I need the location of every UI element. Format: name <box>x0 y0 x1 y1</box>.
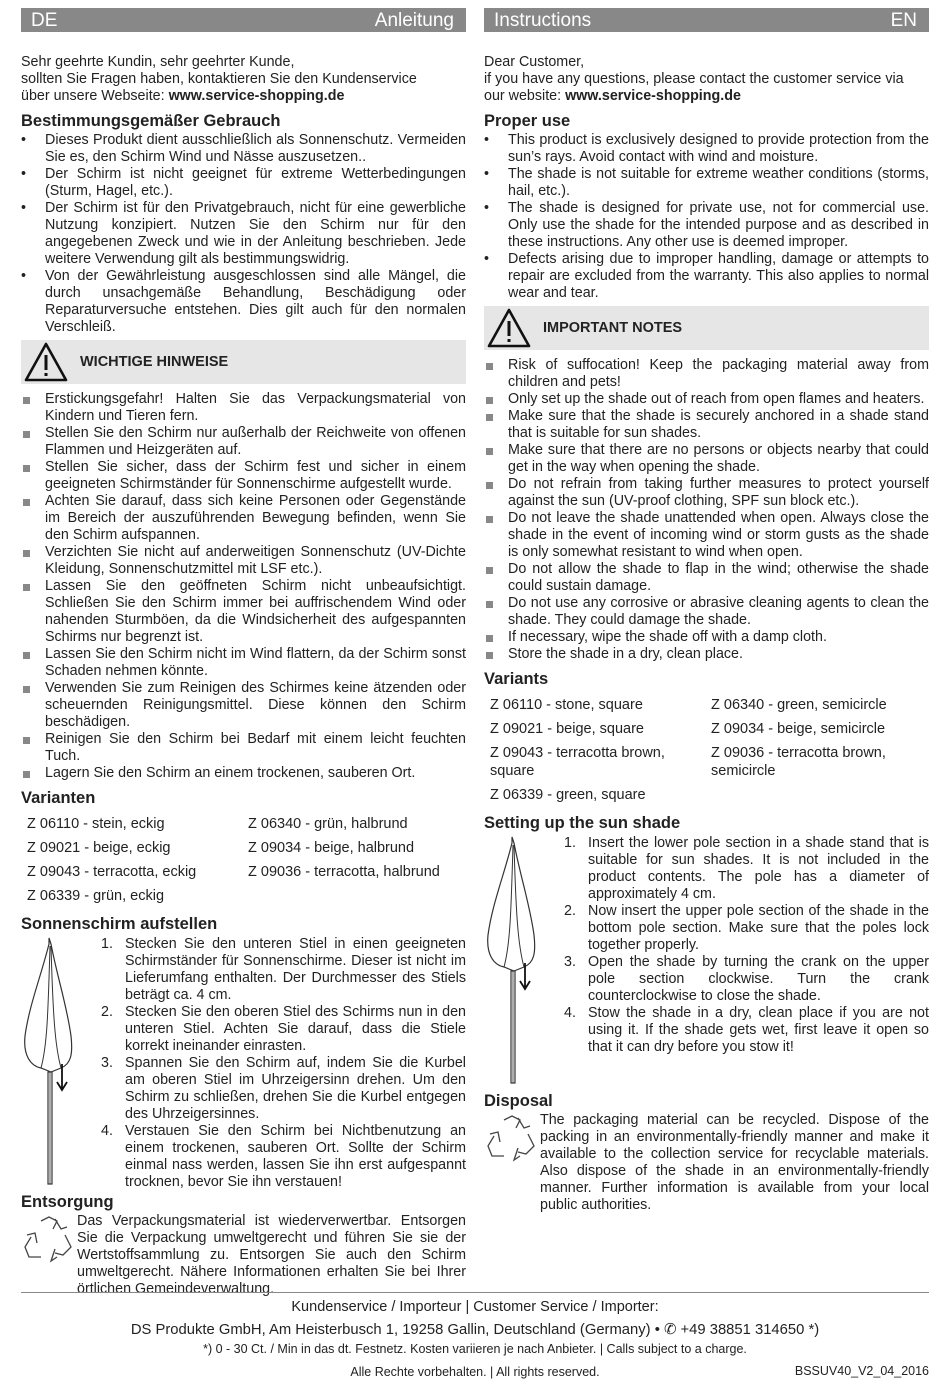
step-text: Insert the lower pole section in a shade stand that is suitable for sun shades. It is not included in the product contents. The pole has a diameter of approximately 4 cm. <box>588 835 929 902</box>
list-item: • Defects arising due to improper handling, damage or attempts to repair are excluded from the warranty. This also applies to normal wear and tear. <box>484 251 929 302</box>
warning-triangle-icon <box>487 307 531 349</box>
disposal-section <box>484 1112 929 1214</box>
list-item: Erstickungsgefahr! Halten Sie das Verpackungsmaterial von Kindern und Tieren fern. <box>21 391 466 425</box>
setup-section <box>21 936 466 1191</box>
column-english <box>484 8 929 1214</box>
section-title-variants: Variants <box>484 670 549 688</box>
disposal-section <box>21 1213 466 1298</box>
column-german <box>21 8 466 1298</box>
intro-line <box>484 88 929 105</box>
list-item: Do not allow the shade to flap in the wind; otherwise the shade could sustain damage. <box>484 561 929 595</box>
list-item: Lagern Sie den Schirm an einem trockenen, sauberen Ort. <box>21 765 466 782</box>
variant-item: Z 06339 - green, square <box>490 787 646 803</box>
variants-grid <box>21 812 466 908</box>
variant-item: Z 09036 - terracotta brown, semicircle <box>711 745 886 779</box>
website-link[interactable]: www.service-shopping.de <box>168 88 345 104</box>
variant-item: Z 09034 - beige, semicircle <box>711 721 886 737</box>
list-item: Achten Sie darauf, dass sich keine Personen oder Gegenstände im Bereich der auszuführenden Bewegung befinden, wenn Sie den Schirm aufspannen. <box>21 493 466 544</box>
step-text: Stow the shade in a dry, clean place if you are not using it. If the shade gets wet, first leave it open so that it can dry before you stow it! <box>588 1005 929 1055</box>
intro-text: über unsere Webseite: <box>21 88 169 104</box>
list-item: • Der Schirm ist nicht geeignet für extreme Wetterbedingungen (Sturm, Hagel, etc.). <box>21 166 466 200</box>
intro-en <box>484 54 929 105</box>
header-lang-en: EN <box>890 9 917 31</box>
recycle-icon <box>484 1112 540 1162</box>
intro-line: Sehr geehrte Kundin, sehr geehrter Kunde, <box>21 54 295 70</box>
recycle-icon <box>21 1213 77 1263</box>
list-item: If necessary, wipe the shade off with a damp cloth. <box>484 629 929 646</box>
list-item: • Dieses Produkt dient ausschließlich als Sonnenschutz. Vermeiden Sie es, den Schirm Wind und Nässe auszusetzen.. <box>21 132 466 166</box>
list-item: Make sure that there are no persons or objects nearby that could get in the way when opening the shade. <box>484 442 929 476</box>
section-title-disposal: Entsorgung <box>21 1193 114 1211</box>
list-item: 3. Open the shade by turning the crank on the upper pole section clockwise. Turn the crank counterclockwise to close the shade. <box>564 954 929 1004</box>
footer-rights: Alle Rechte vorbehalten. | All rights reserved. <box>350 1365 600 1379</box>
list-item: Stellen Sie sicher, dass der Schirm fest und sicher in einem geeigneten Schirmständer für Sonnenschirme aufgestellt wurde. <box>21 459 466 493</box>
list-item: 4. Verstauen Sie den Schirm bei Nichtbenutzung an einem trockenen, sauberen Ort. Sollte der Schirm einmal nass werden, lassen Sie ihn erst aufgespannt trocknen, bevor Sie ihn verstauen! <box>101 1123 466 1190</box>
step-text: Spannen Sie den Schirm auf, indem Sie die Kurbel am oberen Stiel im Uhrzeigersinn drehen. Um den Schirm zu schließen, drehen Sie die Kurbel entgegen des Uhrzeigersinnes. <box>125 1055 466 1122</box>
intro-line <box>21 88 466 105</box>
closed-umbrella-icon <box>21 936 81 1186</box>
variant-item: Z 06339 - grün, eckig <box>27 888 165 904</box>
step-text: Stecken Sie den unteren Stiel in einen geeigneten Schirmständer für Sonnenschirme. Dieser ist nicht im Lieferumfang enthalten. Der Durchmesser des Stiels beträgt ca. 4 cm. <box>125 936 466 1003</box>
header-title-de: Anleitung <box>374 9 454 31</box>
section-title-proper-use: Proper use <box>484 112 571 130</box>
step-text: Open the shade by turning the crank on the upper pole section clockwise. Turn the crank counterclockwise to close the shade. <box>588 954 929 1004</box>
step-text: Stecken Sie den oberen Stiel des Schirms nun in den unteren Stiel. Achten Sie darauf, dass die Stiele korrekt ineinander einrasten. <box>125 1004 466 1054</box>
header-bar-de <box>21 8 466 32</box>
umbrella-illustration <box>484 835 564 1090</box>
list-item: Make sure that the shade is securely anchored in a shade stand that is suitable for sun shades. <box>484 408 929 442</box>
setup-steps <box>564 835 929 1090</box>
important-notes-list <box>484 357 929 663</box>
list-item: • The shade is designed for private use, not for commercial use. Only use the shade for the intended purpose and as described in these instructions. Any other use is deemed improper. <box>484 200 929 251</box>
step-text: Now insert the upper pole section of the shade in the bottom pole section. Make sure that the poles lock together properly. <box>588 903 929 953</box>
footer-call-cost: *) 0 - 30 Ct. / Min in das dt. Festnetz. Kosten variieren je nach Anbieter. | Calls subject to a charge. <box>203 1342 747 1356</box>
important-notes-title: WICHTIGE HINWEISE <box>80 353 229 370</box>
setup-section <box>484 835 929 1090</box>
footer <box>21 1292 929 1381</box>
important-notes-title: IMPORTANT NOTES <box>543 319 683 336</box>
variant-item: Z 09034 - beige, halbrund <box>248 840 415 856</box>
list-item: 2. Stecken Sie den oberen Stiel des Schirms nun in den unteren Stiel. Achten Sie darauf, dass die Stiele korrekt ineinander einrasten. <box>101 1004 466 1054</box>
list-item: 2. Now insert the upper pole section of the shade in the bottom pole section. Make sure that the poles lock together properly. <box>564 903 929 953</box>
list-item: 1. Insert the lower pole section in a shade stand that is suitable for sun shades. It is not included in the product contents. The pole has a diameter of approximately 4 cm. <box>564 835 929 902</box>
section-title-disposal: Disposal <box>484 1092 553 1110</box>
closed-umbrella-icon <box>484 835 544 1085</box>
list-item: Verwenden Sie zum Reinigen des Schirmes keine ätzenden oder scheuernden Reinigungsmittel. Diese können den Schirm beschädigen. <box>21 680 466 731</box>
header-lang-de: DE <box>31 9 58 31</box>
variant-item: Z 09021 - beige, eckig <box>27 840 171 856</box>
list-item: • This product is exclusively designed to provide protection from the sun’s rays. Avoid contact with wind and moisture. <box>484 132 929 166</box>
important-notes-list <box>21 391 466 782</box>
variant-item: Z 09021 - beige, square <box>490 721 644 737</box>
header-bar-en <box>484 8 929 32</box>
document-id: BSSUV40_V2_04_2016 <box>794 1364 929 1378</box>
list-item: Lassen Sie den Schirm nicht im Wind flattern, da der Schirm sonst Schaden nehmen könnte. <box>21 646 466 680</box>
footer-address: DS Produkte GmbH, Am Heisterbusch 1, 19258 Gallin, Deutschland (Germany) • ✆ +49 38851 314650 *) <box>130 1322 820 1338</box>
intro-de <box>21 54 466 105</box>
variant-item <box>242 884 466 908</box>
variant-item: Z 09043 - terracotta, eckig <box>27 864 197 880</box>
section-title-proper-use: Bestimmungsgemäßer Gebrauch <box>21 112 281 130</box>
list-item: 3. Spannen Sie den Schirm auf, indem Sie die Kurbel am oberen Stiel im Uhrzeigersinn drehen. Um den Schirm zu schließen, drehen Sie die Kurbel entgegen des Uhrzeigersinnes. <box>101 1055 466 1122</box>
section-title-setup: Setting up the sun shade <box>484 814 681 832</box>
list-item: Lassen Sie den geöffneten Schirm nicht unbeaufsichtigt. Schließen Sie den Schirm immer bei auffrischendem Wind oder nahenden Sturmböen, da die Windsicherheit des aufgespannten Schirms nur begrenzt ist. <box>21 578 466 646</box>
variant-item: Z 06110 - stone, square <box>490 697 643 713</box>
list-item: Stellen Sie den Schirm nur außerhalb der Reichweite von offenen Flammen und Heizgeräten auf. <box>21 425 466 459</box>
variant-item: Z 06340 - green, semicircle <box>711 697 887 713</box>
list-item: Do not refrain from taking further measures to protect yourself against the sun (UV-proof clothing, SPF sun block etc.). <box>484 476 929 510</box>
variant-item: Z 06110 - stein, eckig <box>27 816 165 832</box>
important-notes-banner <box>484 306 929 350</box>
variant-item: Z 09043 - terracotta brown, square <box>490 745 665 779</box>
important-notes-banner <box>21 340 466 384</box>
section-title-setup: Sonnenschirm aufstellen <box>21 915 218 933</box>
list-item: Verzichten Sie nicht auf anderweitigen Sonnenschutz (UV-Dichte Kleidung, Sonnenschutzmittel mit LSF etc.). <box>21 544 466 578</box>
list-item: • The shade is not suitable for extreme weather conditions (storms, hail, etc.). <box>484 166 929 200</box>
list-item: Do not leave the shade unattended when open. Always close the shade in the event of incoming wind or storm gusts as the shade is only somewhat resistant to wind when open. <box>484 510 929 561</box>
variant-item <box>705 783 929 807</box>
warning-triangle-icon <box>24 341 68 383</box>
list-item: 4. Stow the shade in a dry, clean place if you are not using it. If the shade gets wet, first leave it open so that it can dry before you stow it! <box>564 1005 929 1055</box>
list-item: 1. Stecken Sie den unteren Stiel in einen geeigneten Schirmständer für Sonnenschirme. Dieser ist nicht im Lieferumfang enthalten. Der Durchmesser des Stiels beträgt ca. 4 cm. <box>101 936 466 1003</box>
variants-grid <box>484 693 929 807</box>
step-text: Verstauen Sie den Schirm bei Nichtbenutzung an einem trockenen, sauberen Ort. Sollte der Schirm einmal nass werden, lassen Sie ihn erst aufgespannt trocknen, bevor Sie ihn verstauen! <box>125 1123 466 1190</box>
list-item: Do not use any corrosive or abrasive cleaning agents to clean the shade. They could damage the shade. <box>484 595 929 629</box>
disposal-text: Das Verpackungsmaterial ist wiederverwertbar. Entsorgen Sie die Verpackung umweltgerecht und führen Sie sie der Wertstoffsammlung zu. Entsorgen Sie auch den Schirm umweltgerecht. Nähere Informationen erhalten Sie bei Ihrer örtlichen Gemeindeverwaltung. <box>77 1213 466 1297</box>
variant-item: Z 06340 - grün, halbrund <box>248 816 408 832</box>
list-item: Risk of suffocation! Keep the packaging material away from children and pets! <box>484 357 929 391</box>
intro-line: Dear Customer, <box>484 54 585 70</box>
intro-line: sollten Sie Fragen haben, kontaktieren Sie den Kundenservice <box>21 71 417 87</box>
list-item: Only set up the shade out of reach from open flames and heaters. <box>484 391 929 408</box>
section-title-variants: Varianten <box>21 789 96 807</box>
setup-steps <box>101 936 466 1191</box>
list-item: • Der Schirm ist für den Privatgebrauch, nicht für eine gewerbliche Nutzung konzipiert. Nutzen Sie den Schirm nur für den angegebenen Zweck und wie in der Anleitung beschrieben. Jede weitere Verwendung gilt als bestimmungswidrig. <box>21 200 466 268</box>
website-link[interactable]: www.service-shopping.de <box>565 88 741 104</box>
proper-use-list <box>21 132 466 336</box>
list-item: Store the shade in a dry, clean place. <box>484 646 929 663</box>
list-item: Reinigen Sie den Schirm bei Bedarf mit einem leicht feuchten Tuch. <box>21 731 466 765</box>
variant-item: Z 09036 - terracotta, halbrund <box>248 864 440 880</box>
disposal-text: The packaging material can be recycled. Dispose of the packing in an environmentally-friendly manner and make it available to the collection service for recyclable materials. Also dispose of the shade in an environmentally-friendly manner. Further information is available from your local public authorities. <box>540 1112 929 1213</box>
header-title-en: Instructions <box>494 9 592 31</box>
intro-line: if you have any questions, please contact the customer service via <box>484 71 904 87</box>
list-item: • Von der Gewährleistung ausgeschlossen sind alle Mängel, die durch unsachgemäße Behandlung, Beschädigung oder Reparaturversuche entstehen. Dies gilt auch für den normalen Verschleiß. <box>21 268 466 336</box>
intro-text: our website: <box>484 88 566 104</box>
footer-service-title: Kundenservice / Importeur | Customer Service / Importer: <box>291 1299 659 1315</box>
umbrella-illustration <box>21 936 101 1191</box>
proper-use-list <box>484 132 929 302</box>
